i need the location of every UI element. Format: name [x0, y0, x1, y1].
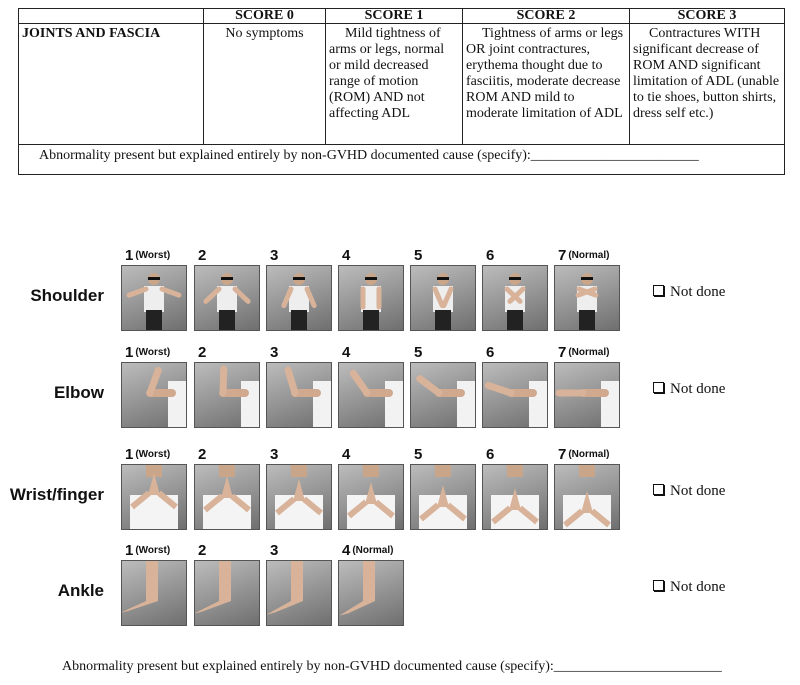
- elbow-rom-photo[interactable]: [410, 362, 476, 428]
- score-number: 2: [198, 446, 207, 463]
- score-number: 3: [270, 542, 279, 559]
- worst-tag: (Worst): [135, 347, 171, 358]
- not-done-label: Not done: [670, 483, 726, 499]
- elbow-rom-photo[interactable]: [266, 362, 332, 428]
- score-number: 3: [270, 247, 279, 264]
- score-number: 6: [486, 247, 495, 264]
- score-number: 6: [486, 446, 495, 463]
- elbow-rom-photo[interactable]: [554, 362, 620, 428]
- non-gvhd-cause-field-2[interactable]: Abnormality present but explained entirely by non-GVHD documented cause (specify):________________________: [62, 659, 722, 674]
- score-number: 5: [414, 247, 423, 264]
- worst-tag: (Worst): [135, 250, 171, 261]
- gvhd-joints-score-table: [18, 8, 785, 175]
- wrist-rom-photo[interactable]: [121, 464, 187, 530]
- not-done-checkbox[interactable]: [653, 483, 725, 500]
- normal-tag: (Normal): [352, 545, 394, 556]
- wrist-rom-photo[interactable]: [194, 464, 260, 530]
- normal-tag: (Normal): [568, 449, 610, 460]
- score-0-cell: No symptoms: [204, 24, 326, 145]
- normal-tag: (Normal): [568, 347, 610, 358]
- header-empty: [19, 9, 204, 24]
- score-number: 4: [342, 247, 351, 264]
- score-number: 2: [198, 542, 207, 559]
- row-label-elbow: Elbow: [53, 383, 104, 402]
- joints-row: [19, 24, 785, 145]
- score-number: 4: [342, 446, 351, 463]
- shoulder-rom-photo[interactable]: [338, 265, 404, 331]
- row-label-shoulder: Shoulder: [30, 286, 104, 305]
- shoulder-rom-photo[interactable]: [554, 265, 620, 331]
- wrist-rom-photo[interactable]: [266, 464, 332, 530]
- wrist-rom-photo[interactable]: [554, 464, 620, 530]
- not-done-checkbox[interactable]: [653, 579, 725, 596]
- score-number: 3: [270, 446, 279, 463]
- wrist-rom-photo[interactable]: [410, 464, 476, 530]
- score-number: 3: [270, 344, 279, 361]
- not-done-checkbox[interactable]: [653, 381, 725, 398]
- score-3-cell: [630, 24, 785, 145]
- score-1-cell: [326, 24, 463, 145]
- score-number: 7 (Normal): [558, 247, 610, 264]
- score-number: 2: [198, 247, 207, 264]
- header-score-2: SCORE 2: [463, 9, 630, 24]
- header-row: [19, 9, 785, 24]
- header-score-0: SCORE 0: [204, 9, 326, 24]
- footer-row: [19, 145, 785, 175]
- worst-tag: (Worst): [135, 545, 171, 556]
- elbow-rom-photo[interactable]: [194, 362, 260, 428]
- score-number: 7 (Normal): [558, 446, 610, 463]
- shoulder-rom-photo[interactable]: [121, 265, 187, 331]
- score-2-cell: [463, 24, 630, 145]
- normal-tag: (Normal): [568, 250, 610, 261]
- shoulder-rom-photo[interactable]: [482, 265, 548, 331]
- score-number: 1 (Worst): [125, 247, 171, 264]
- not-done-label: Not done: [670, 284, 726, 300]
- score-3-text: Contractures WITH significant decrease of ROM AND significant limitation of ADL (unable to tie shoes, button shirts, dress self etc.): [633, 26, 780, 121]
- shoulder-rom-photo[interactable]: [194, 265, 260, 331]
- elbow-rom-photo[interactable]: [482, 362, 548, 428]
- row-label-ankle: Ankle: [57, 581, 104, 600]
- wrist-rom-photo[interactable]: [338, 464, 404, 530]
- ankle-rom-photo[interactable]: [121, 560, 187, 626]
- score-number: 6: [486, 344, 495, 361]
- row-label-joints-fascia: JOINTS AND FASCIA: [19, 24, 204, 145]
- score-number: 7 (Normal): [558, 344, 610, 361]
- ankle-rom-photo[interactable]: [338, 560, 404, 626]
- score-2-text: Tightness of arms or legs OR joint contractures, erythema thought due to fasciitis, moderate decrease ROM AND mild to moderate limitation of ADL: [466, 26, 624, 121]
- score-number: 1 (Worst): [125, 542, 171, 559]
- score-number: 4 (Normal): [342, 542, 394, 559]
- score-number: 2: [198, 344, 207, 361]
- not-done-label: Not done: [670, 579, 726, 595]
- header-score-1: SCORE 1: [326, 9, 463, 24]
- header-score-3: SCORE 3: [630, 9, 785, 24]
- score-number: 5: [414, 446, 423, 463]
- score-number: 1 (Worst): [125, 446, 171, 463]
- not-done-checkbox[interactable]: [653, 284, 725, 301]
- ankle-rom-photo[interactable]: [266, 560, 332, 626]
- row-label-wrist: Wrist/finger: [9, 485, 104, 504]
- checkbox-icon[interactable]: [653, 580, 664, 591]
- score-1-text: Mild tightness of arms or legs, normal or mild decreased range of motion (ROM) AND not affecting ADL: [329, 26, 445, 121]
- elbow-rom-photo[interactable]: [338, 362, 404, 428]
- not-done-label: Not done: [670, 381, 726, 397]
- worst-tag: (Worst): [135, 449, 171, 460]
- ankle-rom-photo[interactable]: [194, 560, 260, 626]
- wrist-rom-photo[interactable]: [482, 464, 548, 530]
- checkbox-icon[interactable]: [653, 285, 664, 296]
- shoulder-rom-photo[interactable]: [410, 265, 476, 331]
- checkbox-icon[interactable]: [653, 382, 664, 393]
- score-number: 5: [414, 344, 423, 361]
- elbow-rom-photo[interactable]: [121, 362, 187, 428]
- score-number: 4: [342, 344, 351, 361]
- shoulder-rom-photo[interactable]: [266, 265, 332, 331]
- checkbox-icon[interactable]: [653, 484, 664, 495]
- score-number: 1 (Worst): [125, 344, 171, 361]
- non-gvhd-cause-field[interactable]: Abnormality present but explained entirely by non-GVHD documented cause (specify):________________________: [19, 145, 785, 175]
